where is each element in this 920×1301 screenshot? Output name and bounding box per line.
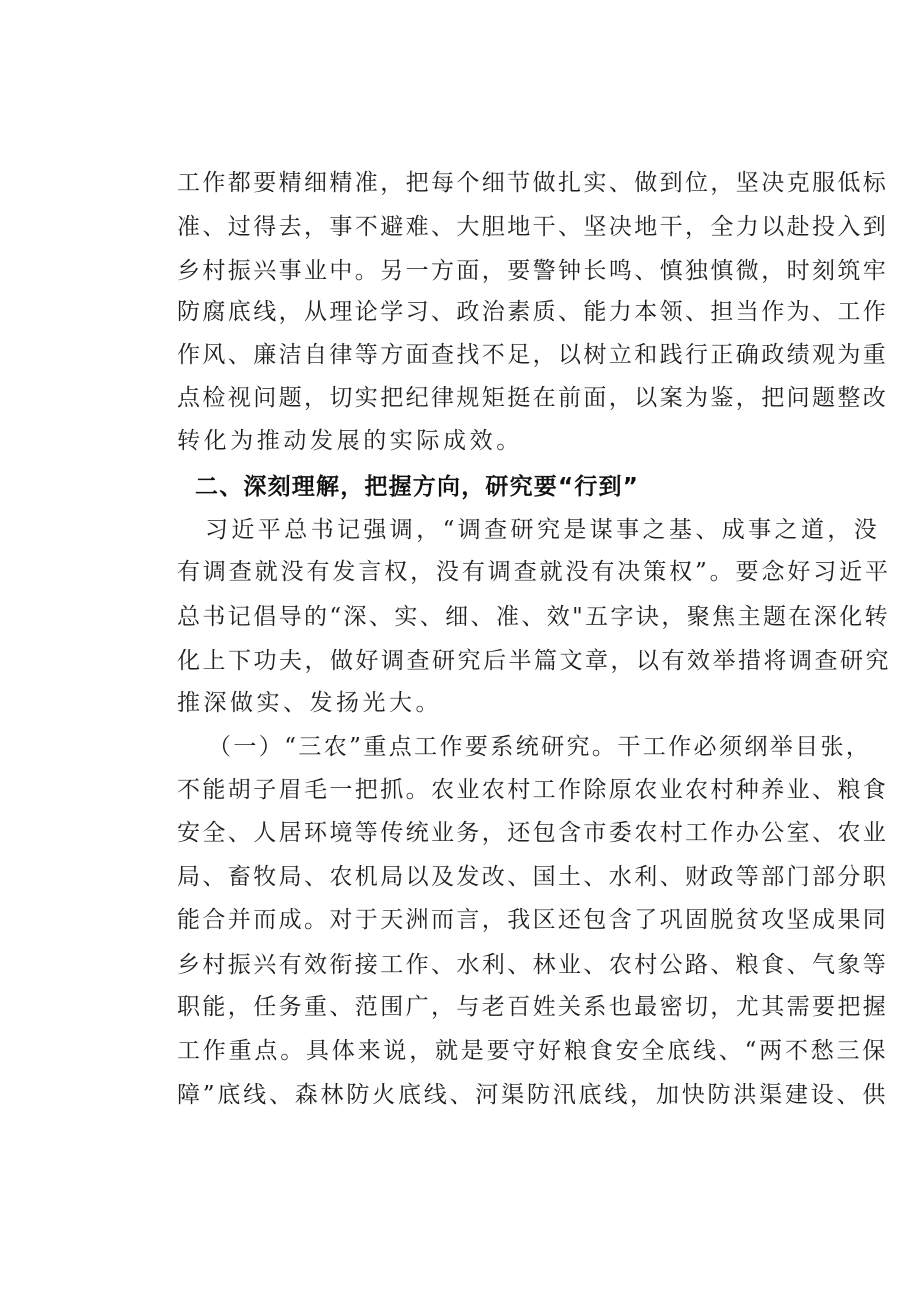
body-line-9: 有调查就没有发言权，没有调查就没有决策权”。要念好习近平 <box>177 559 891 585</box>
body-line-11: 化上下功夫，做好调查研究后半篇文章，以有效举措将调查研究 <box>177 648 891 674</box>
body-line-15: 安全、人居环境等传统业务，还包含市委农村工作办公室、农业 <box>177 820 889 846</box>
body-line-6: 点检视问题，切实把纪律规矩挺在前面，以案为鉴，把问题整改 <box>177 385 889 411</box>
body-line-17: 能合并而成。对于天洲而言，我区还包含了巩固脱贫攻坚成果同 <box>177 907 889 933</box>
body-line-10: 总书记倡导的“深、实、细、准、效"五字诀，聚焦主题在深化转 <box>177 604 890 630</box>
section-heading: 二、深刻理解，把握方向，研究要“行到” <box>195 474 640 500</box>
body-line-12: 推深做实、发扬光大。 <box>177 690 442 716</box>
body-line-16: 局、畜牧局、农机局以及发改、国土、水利、财政等部门部分职 <box>177 864 889 890</box>
body-line-18: 乡村振兴有效衔接工作、水利、林业、农村公路、粮食、气象等 <box>177 952 889 978</box>
body-line-2: 准、过得去，事不避难、大胆地干、坚决地干，全力以赴投入到 <box>177 214 889 240</box>
body-line-19: 职能，任务重、范围广，与老百姓关系也最密切，尤其需要把握 <box>177 994 889 1020</box>
body-line-8: 习近平总书记强调，“调查研究是谋事之基、成事之道，没 <box>205 517 881 543</box>
body-line-3: 乡村振兴事业中。另一方面，要警钟长鸣、慎独慎微，时刻筑牢 <box>177 258 889 284</box>
body-line-4: 防腐底线，从理论学习、政治素质、能力本领、担当作为、工作 <box>177 299 889 325</box>
body-line-14: 不能胡子眉毛一把抓。农业农村工作除原农业农村种养业、粮食 <box>177 777 889 803</box>
body-line-21: 障”底线、森林防火底线、河渠防汛底线，加快防洪渠建设、供 <box>177 1082 889 1108</box>
body-line-20: 工作重点。具体来说，就是要守好粮食安全底线、“两不愁三保 <box>177 1038 889 1064</box>
body-line-13: （一）“三农”重点工作要系统研究。干工作必须纲举目张， <box>208 734 872 760</box>
body-line-5: 作风、廉洁自律等方面查找不足，以树立和践行正确政绩观为重 <box>177 342 889 368</box>
body-line-7: 转化为推动发展的实际成效。 <box>177 428 523 454</box>
body-line-1: 工作都要精细精准，把每个细节做扎实、做到位，坚决克服低标 <box>177 170 889 196</box>
